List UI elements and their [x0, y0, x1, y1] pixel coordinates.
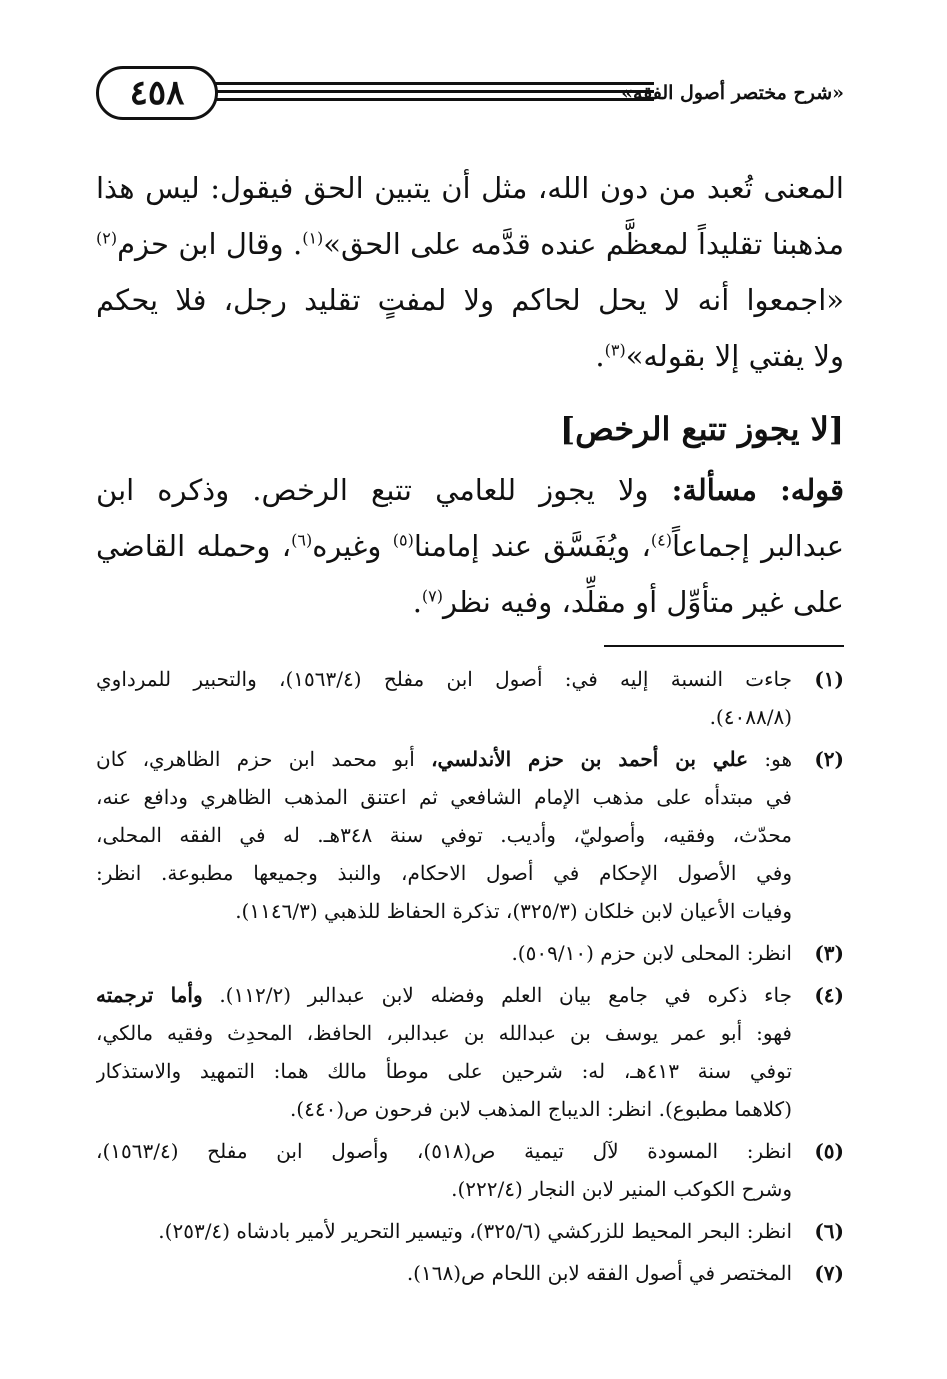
section-heading: [لا يجوز تتبع الرخص] — [559, 410, 844, 448]
footnote-line: في مبتدأه على مذهب الإمام الشافعي ثم اعتنق المذهب الظاهري ودافع عنه، — [96, 785, 792, 809]
footnote-number: (٦) — [814, 1219, 844, 1243]
footnote-5 — [96, 1132, 844, 1208]
footnote-line: المختصر في أصول الفقه لابن اللحام ص(١٦٨). — [406, 1261, 792, 1285]
footnote-number: (٤) — [814, 983, 844, 1007]
text-line: على غير متأوِّل أو مقلِّد، وفيه نظر$^{(٧)}$. — [412, 585, 844, 619]
footnote-3 — [96, 934, 844, 972]
text-line: قوله: مسألة: ولا يجوز للعامي تتبع الرخص. وذكره ابن — [96, 473, 844, 507]
footnote-ref: (٣) — [604, 340, 626, 360]
paragraph-2 — [96, 462, 844, 630]
footnote-6 — [96, 1212, 844, 1250]
page-number: ٤٥٨ — [96, 66, 218, 120]
footnote-line: (كلاهما مطبوع). انظر: الديباج المذهب لابن فرحون ص(٤٤٠). — [289, 1097, 792, 1121]
footnote-line: فهو: أبو عمر يوسف بن عبدالله بن عبدالبر، الحافظ، المحدِث وفقيه مالكي، — [96, 1021, 792, 1045]
footnote-ref: (٦) — [291, 530, 313, 550]
text-line: «اجمعوا أنه لا يحل لحاكم ولا لمفتٍ تقليد رجل، فلا يحكم — [96, 283, 844, 317]
footnote-line: انظر: المسودة لآل تيمية ص(٥١٨)، وأصول ابن مفلح (١٥٦٣/٤)، — [96, 1139, 792, 1163]
footnote-2 — [96, 740, 844, 930]
footnote-4 — [96, 976, 844, 1128]
footnote-number: (١) — [814, 667, 844, 691]
text-line: ولا يفتي إلا بقوله»$^{(٣)}$. — [595, 339, 844, 373]
header-rule — [214, 82, 654, 104]
footnote-7 — [96, 1254, 844, 1292]
footnote-separator — [604, 645, 844, 647]
footnote-number: (٥) — [814, 1139, 844, 1163]
footnote-ref: (٥) — [392, 530, 414, 550]
footnote-ref: (١) — [302, 228, 324, 248]
footnote-line: انظر: البحر المحيط للزركشي (٣٢٥/٦)، وتيسير التحرير لأمير بادشاه (٢٥٣/٤). — [158, 1219, 792, 1243]
footnote-line: انظر: المحلى لابن حزم (٥٠٩/١٠). — [511, 941, 792, 965]
footnote-line: جاء ذكره في جامع بيان العلم وفضله لابن عبدالبر (١١٢/٢). وأما ترجمته — [96, 983, 792, 1007]
footnote-line: توفي سنة ٤١٣هـ، له: شرحين على موطأ مالك هما: التمهيد والاستذكار — [96, 1059, 792, 1083]
footnote-line: (٤٠٨٨/٨). — [709, 705, 792, 729]
footnote-ref: (٤) — [650, 530, 672, 550]
footnote-number: (٢) — [814, 747, 844, 771]
text-line: مذهبنا تقليداً لمعظَّم عنده قدَّمه على الحق»$^{(١)}$. وقال ابن حزم$^{(٢)}$ — [96, 227, 844, 261]
paragraph-1 — [96, 160, 844, 384]
text-line: المعنى تُعبد من دون الله، مثل أن يتبين الحق فيقول: ليس هذا — [96, 171, 844, 205]
footnote-line: جاءت النسبة إليه في: أصول ابن مفلح (١٥٦٣/٤)، والتحبير للمرداوي — [96, 667, 792, 691]
text-line: عبدالبر إجماعاً$^{(٤)}$، ويُفَسَّق عند إمامنا$^{(٥)}$ وغيره$^{(٦)}$، وحمله القاضي — [96, 529, 844, 563]
book-title: «شرح مختصر أصول الفقه» — [621, 82, 844, 104]
footnotes — [96, 660, 844, 1296]
footnote-number: (٧) — [814, 1261, 844, 1285]
footnote-number: (٣) — [814, 941, 844, 965]
footnote-ref: (٧) — [421, 586, 444, 606]
footnote-1 — [96, 660, 844, 736]
footnote-ref: (٢) — [96, 228, 118, 248]
footnote-line: وفي الأصول الإحكام في أصول الاحكام، والنبذ وجميعها مطبوعة. انظر: — [96, 861, 792, 885]
footnote-line: هو: علي بن أحمد بن حزم الأندلسي، أبو محمد ابن حزم الظاهري، كان — [96, 747, 792, 771]
footnote-line: وفيات الأعيان لابن خلكان (٣٢٥/٣)، تذكرة الحفاظ للذهبي (١١٤٦/٣). — [235, 899, 792, 923]
footnote-line: وشرح الكوكب المنير لابن النجار (٢٢٢/٤). — [451, 1177, 792, 1201]
page-header — [96, 60, 844, 124]
footnote-line: محدّث، وفقيه، وأصوليّ، وأديب. توفي سنة ٣٤٨هـ. له في الفقه المحلى، — [96, 823, 792, 847]
